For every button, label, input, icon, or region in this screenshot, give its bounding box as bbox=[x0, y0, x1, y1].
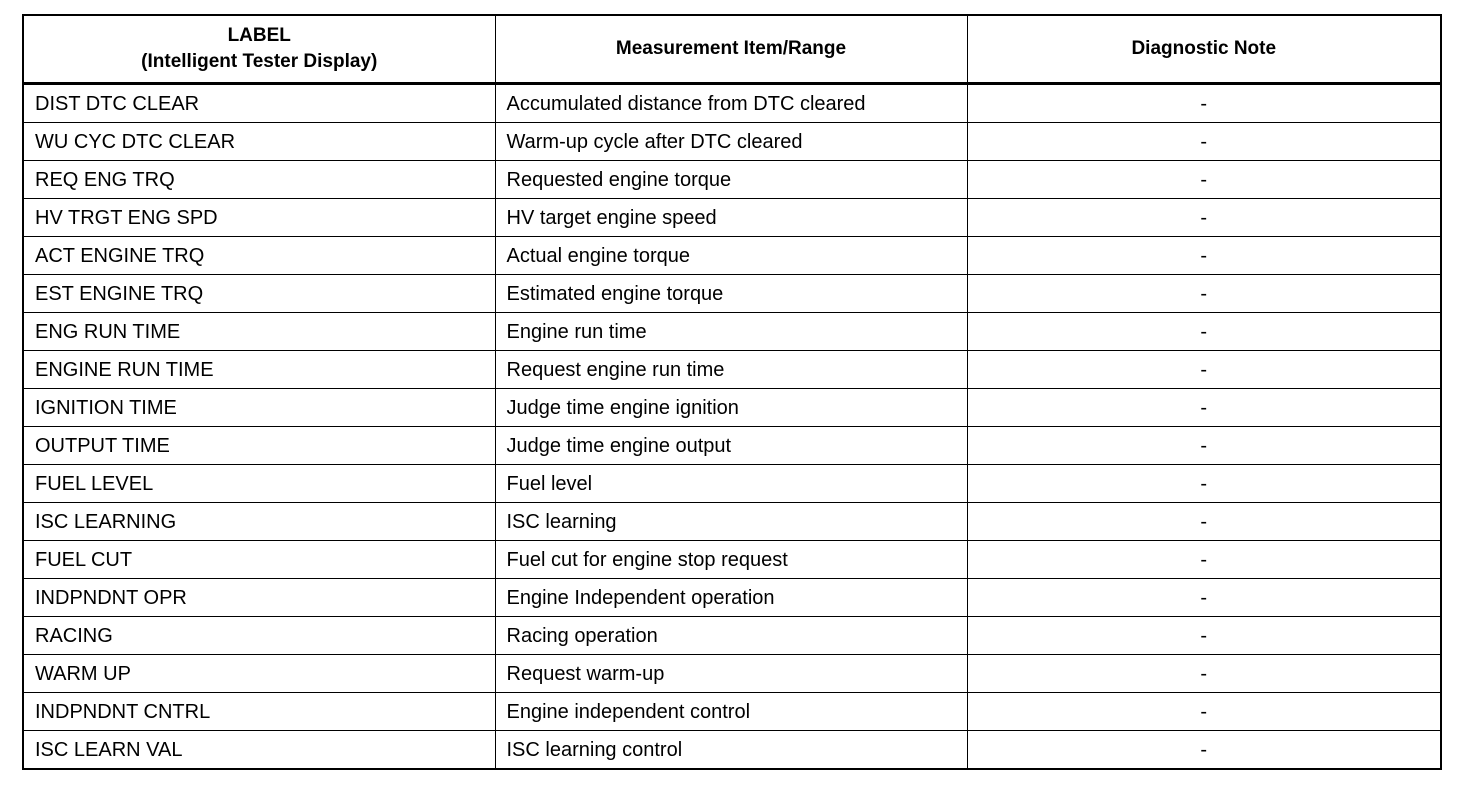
cell-diagnostic-note: - bbox=[967, 313, 1441, 351]
cell-diagnostic-note: - bbox=[967, 579, 1441, 617]
cell-label: ENG RUN TIME bbox=[23, 313, 495, 351]
cell-diagnostic-note: - bbox=[967, 655, 1441, 693]
cell-measurement-item: ISC learning control bbox=[495, 731, 967, 770]
cell-label: ENGINE RUN TIME bbox=[23, 351, 495, 389]
cell-diagnostic-note: - bbox=[967, 161, 1441, 199]
table-row bbox=[23, 427, 1441, 465]
cell-label: EST ENGINE TRQ bbox=[23, 275, 495, 313]
table-body bbox=[23, 84, 1441, 770]
cell-diagnostic-note: - bbox=[967, 617, 1441, 655]
cell-diagnostic-note: - bbox=[967, 731, 1441, 770]
cell-diagnostic-note: - bbox=[967, 237, 1441, 275]
cell-diagnostic-note: - bbox=[967, 465, 1441, 503]
header-label-line1: LABEL bbox=[227, 25, 291, 46]
table-row bbox=[23, 199, 1441, 237]
cell-measurement-item: Engine independent control bbox=[495, 693, 967, 731]
table-row bbox=[23, 693, 1441, 731]
cell-diagnostic-note: - bbox=[967, 123, 1441, 161]
table-row bbox=[23, 617, 1441, 655]
data-table-container bbox=[22, 14, 1442, 770]
cell-diagnostic-note: - bbox=[967, 693, 1441, 731]
cell-label: ACT ENGINE TRQ bbox=[23, 237, 495, 275]
cell-diagnostic-note: - bbox=[967, 199, 1441, 237]
table-row bbox=[23, 579, 1441, 617]
cell-measurement-item: Racing operation bbox=[495, 617, 967, 655]
cell-measurement-item: Judge time engine ignition bbox=[495, 389, 967, 427]
cell-measurement-item: Actual engine torque bbox=[495, 237, 967, 275]
cell-label: INDPNDNT OPR bbox=[23, 579, 495, 617]
cell-label: INDPNDNT CNTRL bbox=[23, 693, 495, 731]
table-row bbox=[23, 655, 1441, 693]
table-row bbox=[23, 351, 1441, 389]
cell-label: REQ ENG TRQ bbox=[23, 161, 495, 199]
table-row bbox=[23, 84, 1441, 123]
header-diagnostic-note: Diagnostic Note bbox=[967, 15, 1441, 84]
table-header bbox=[23, 15, 1441, 84]
table-row bbox=[23, 161, 1441, 199]
cell-label: ISC LEARNING bbox=[23, 503, 495, 541]
cell-label: WARM UP bbox=[23, 655, 495, 693]
cell-diagnostic-note: - bbox=[967, 541, 1441, 579]
table-row bbox=[23, 465, 1441, 503]
table-row bbox=[23, 313, 1441, 351]
table-row bbox=[23, 731, 1441, 770]
table-row bbox=[23, 389, 1441, 427]
table-row bbox=[23, 541, 1441, 579]
cell-measurement-item: Request warm-up bbox=[495, 655, 967, 693]
cell-measurement-item: Fuel level bbox=[495, 465, 967, 503]
cell-measurement-item: Warm-up cycle after DTC cleared bbox=[495, 123, 967, 161]
cell-measurement-item: Engine Independent operation bbox=[495, 579, 967, 617]
table-row bbox=[23, 275, 1441, 313]
cell-diagnostic-note: - bbox=[967, 427, 1441, 465]
cell-diagnostic-note: - bbox=[967, 389, 1441, 427]
cell-diagnostic-note: - bbox=[967, 84, 1441, 123]
table-row bbox=[23, 123, 1441, 161]
cell-label: DIST DTC CLEAR bbox=[23, 84, 495, 123]
cell-label: WU CYC DTC CLEAR bbox=[23, 123, 495, 161]
cell-measurement-item: HV target engine speed bbox=[495, 199, 967, 237]
data-list-table bbox=[22, 14, 1442, 770]
header-label-line2: (Intelligent Tester Display) bbox=[141, 51, 378, 72]
cell-measurement-item: ISC learning bbox=[495, 503, 967, 541]
cell-measurement-item: Judge time engine output bbox=[495, 427, 967, 465]
cell-measurement-item: Request engine run time bbox=[495, 351, 967, 389]
cell-measurement-item: Engine run time bbox=[495, 313, 967, 351]
cell-measurement-item: Fuel cut for engine stop request bbox=[495, 541, 967, 579]
cell-label: HV TRGT ENG SPD bbox=[23, 199, 495, 237]
cell-diagnostic-note: - bbox=[967, 351, 1441, 389]
table-row bbox=[23, 237, 1441, 275]
cell-label: FUEL LEVEL bbox=[23, 465, 495, 503]
table-row bbox=[23, 503, 1441, 541]
cell-measurement-item: Accumulated distance from DTC cleared bbox=[495, 84, 967, 123]
cell-diagnostic-note: - bbox=[967, 275, 1441, 313]
cell-diagnostic-note: - bbox=[967, 503, 1441, 541]
cell-label: ISC LEARN VAL bbox=[23, 731, 495, 770]
cell-measurement-item: Requested engine torque bbox=[495, 161, 967, 199]
cell-label: RACING bbox=[23, 617, 495, 655]
header-row bbox=[23, 15, 1441, 84]
header-measurement: Measurement Item/Range bbox=[495, 15, 967, 84]
header-label bbox=[23, 15, 495, 84]
cell-label: IGNITION TIME bbox=[23, 389, 495, 427]
cell-label: FUEL CUT bbox=[23, 541, 495, 579]
cell-measurement-item: Estimated engine torque bbox=[495, 275, 967, 313]
cell-label: OUTPUT TIME bbox=[23, 427, 495, 465]
